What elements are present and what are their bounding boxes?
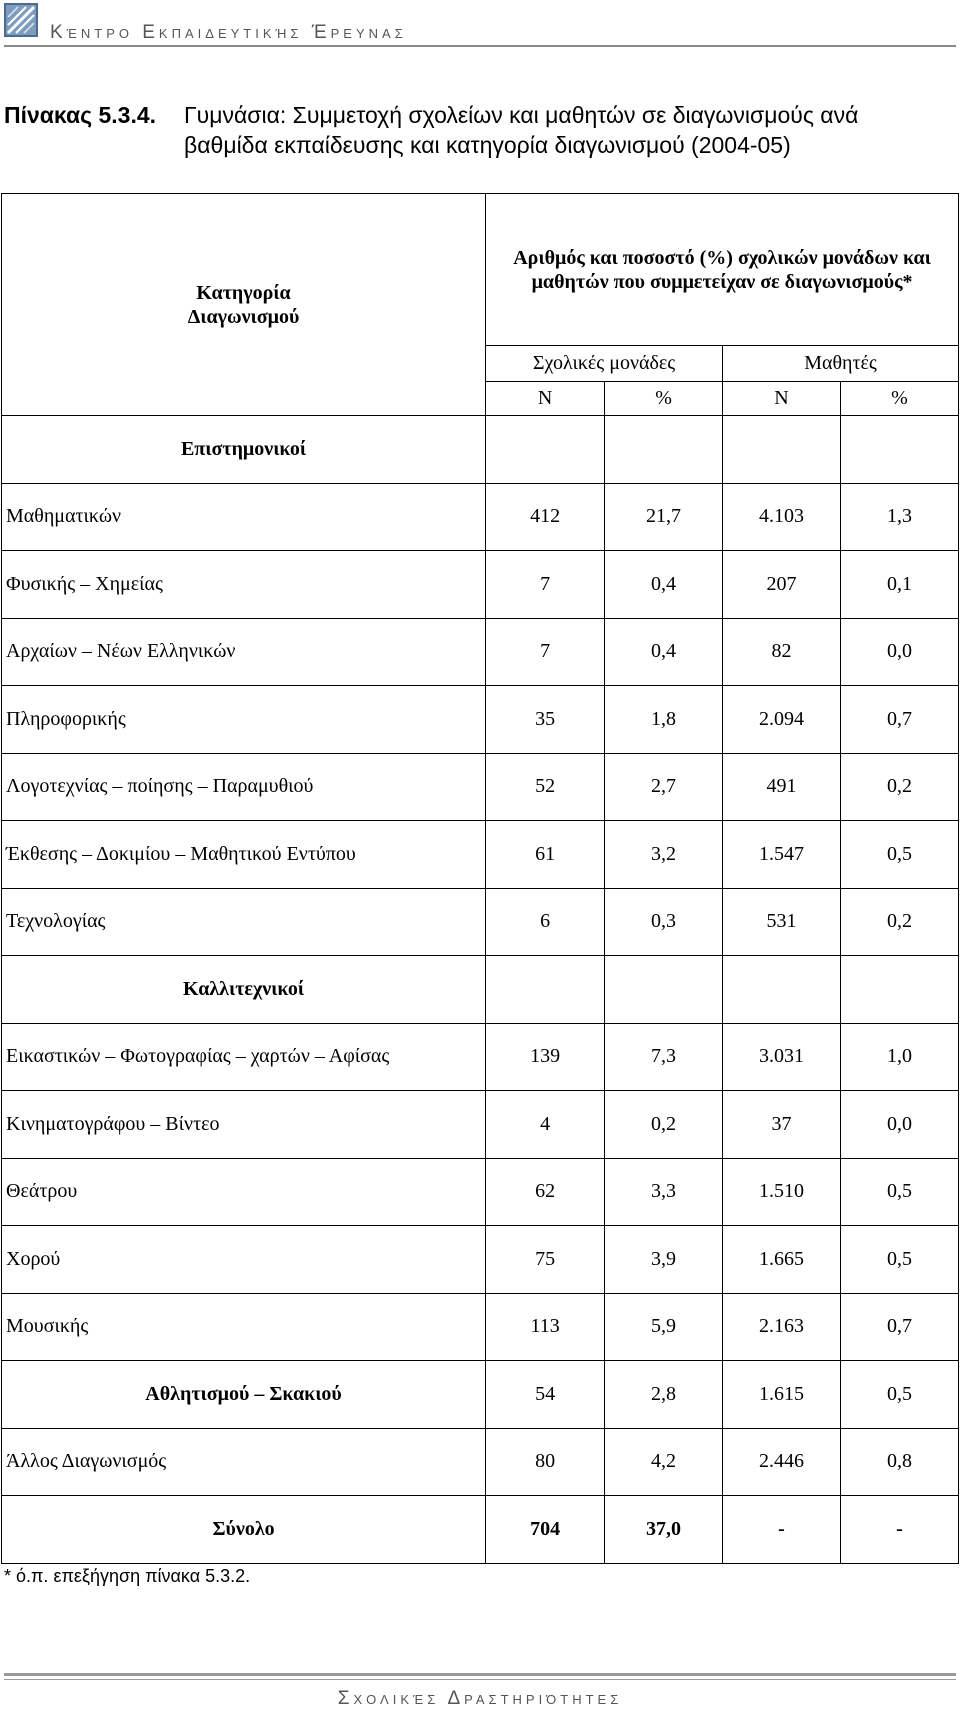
row-value: 1.510 [723, 1158, 841, 1226]
row-value: 7 [486, 551, 605, 619]
row-value: 0,5 [841, 821, 959, 889]
row-value: - [841, 1496, 959, 1564]
header-divider [4, 45, 956, 47]
category-header: Κατηγορία Διαγωνισμού [187, 281, 300, 328]
row-value: 62 [486, 1158, 605, 1226]
table-row [2, 1226, 959, 1294]
table-row [2, 1023, 959, 1091]
group-header: Αριθμός και ποσοστό (%) σχολικών μονάδων και μαθητών που συμμετείχαν σε διαγωνισμούς* [513, 246, 931, 293]
row-value: 704 [486, 1496, 605, 1564]
category-header-cell [2, 194, 486, 416]
schools-subheader: Σχολικές μονάδες [486, 346, 723, 382]
row-label: Άλλος Διαγωνισμός [2, 1428, 486, 1496]
row-label: Λογοτεχνίας – ποίησης – Παραμυθιού [2, 753, 486, 821]
row-value: 0,2 [841, 888, 959, 956]
group-header-cell [486, 194, 959, 346]
row-label: Έκθεσης – Δοκιμίου – Μαθητικού Εντύπου [2, 821, 486, 889]
row-value: 52 [486, 753, 605, 821]
row-value: 0,8 [841, 1428, 959, 1496]
row-label: Μουσικής [2, 1293, 486, 1361]
col-header-schools-pct: % [605, 382, 723, 416]
row-label: Χορού [2, 1226, 486, 1294]
table-row [2, 753, 959, 821]
section-scientific-row [2, 416, 959, 484]
row-value: 21,7 [605, 483, 723, 551]
row-value: 531 [723, 888, 841, 956]
row-value: 7 [486, 618, 605, 686]
empty-cell [486, 416, 605, 484]
row-label: Σύνολο [2, 1496, 486, 1564]
col-header-students-n: N [723, 382, 841, 416]
row-value: 1.665 [723, 1226, 841, 1294]
row-value: 0,7 [841, 686, 959, 754]
row-value: 139 [486, 1023, 605, 1091]
row-value: 2,7 [605, 753, 723, 821]
row-value: 1,8 [605, 686, 723, 754]
row-value: 0,5 [841, 1226, 959, 1294]
row-value: 1.547 [723, 821, 841, 889]
row-label: Κινηματογράφου – Βίντεο [2, 1091, 486, 1159]
empty-cell [841, 416, 959, 484]
row-value: 2.446 [723, 1428, 841, 1496]
row-label: Τεχνολογίας [2, 888, 486, 956]
row-value: 0,4 [605, 551, 723, 619]
table-row [2, 1293, 959, 1361]
table-row [2, 1091, 959, 1159]
col-header-students-pct: % [841, 382, 959, 416]
table-row [2, 1361, 959, 1429]
table-row [2, 618, 959, 686]
row-value: 1,3 [841, 483, 959, 551]
row-value: 1,0 [841, 1023, 959, 1091]
row-value: 82 [723, 618, 841, 686]
row-value: 3,9 [605, 1226, 723, 1294]
empty-cell [605, 416, 723, 484]
row-value: 3,2 [605, 821, 723, 889]
row-value: 1.615 [723, 1361, 841, 1429]
row-label: Φυσικής – Χημείας [2, 551, 486, 619]
row-value: 54 [486, 1361, 605, 1429]
footer-divider [4, 1673, 956, 1676]
kee-logo-icon [4, 3, 38, 37]
row-value: 491 [723, 753, 841, 821]
table-row [2, 483, 959, 551]
section-scientific-title: Επιστημονικοί [2, 416, 486, 484]
empty-cell [723, 416, 841, 484]
footnote: * ό.π. επεξήγηση πίνακα 5.3.2. [4, 1566, 251, 1586]
empty-cell [605, 956, 723, 1024]
row-value: 35 [486, 686, 605, 754]
row-value: 3.031 [723, 1023, 841, 1091]
empty-cell [841, 956, 959, 1024]
row-value: 37,0 [605, 1496, 723, 1564]
row-value: 0,2 [605, 1091, 723, 1159]
table-row [2, 888, 959, 956]
students-subheader: Μαθητές [723, 346, 959, 382]
row-value: 0,5 [841, 1158, 959, 1226]
table-row [2, 686, 959, 754]
table-row [2, 551, 959, 619]
table-title: Γυμνάσια: Συμμετοχή σχολείων και μαθητών σε διαγωνισμούς ανά βαθμίδα εκπαίδευσης και κατηγορία διαγωνισμού (2004-05) [184, 102, 859, 158]
table-row [2, 1158, 959, 1226]
row-value: 0,1 [841, 551, 959, 619]
row-value: 113 [486, 1293, 605, 1361]
row-value: 4 [486, 1091, 605, 1159]
row-value: 4,2 [605, 1428, 723, 1496]
row-label: Αρχαίων – Νέων Ελληνικών [2, 618, 486, 686]
row-value: 80 [486, 1428, 605, 1496]
row-label: Πληροφορικής [2, 686, 486, 754]
row-value: 412 [486, 483, 605, 551]
row-value: 0,0 [841, 1091, 959, 1159]
row-value: - [723, 1496, 841, 1564]
row-value: 37 [723, 1091, 841, 1159]
row-value: 0,2 [841, 753, 959, 821]
row-value: 0,5 [841, 1361, 959, 1429]
footer-title: Σχολικές Δραστηριότητες [337, 1688, 623, 1709]
table-row [2, 821, 959, 889]
row-label: Θεάτρου [2, 1158, 486, 1226]
col-header-schools-n: N [486, 382, 605, 416]
empty-cell [486, 956, 605, 1024]
row-value: 4.103 [723, 483, 841, 551]
row-value: 7,3 [605, 1023, 723, 1091]
row-value: 3,3 [605, 1158, 723, 1226]
footer-divider-thin [4, 1679, 956, 1680]
row-value: 0,0 [841, 618, 959, 686]
table-row [2, 1428, 959, 1496]
section-artistic-title: Καλλιτεχνικοί [2, 956, 486, 1024]
row-value: 0,4 [605, 618, 723, 686]
row-value: 2.163 [723, 1293, 841, 1361]
row-value: 5,9 [605, 1293, 723, 1361]
page-header [4, 3, 956, 47]
competitions-table [1, 193, 959, 1564]
table-number: Πίνακας 5.3.4. [4, 102, 157, 128]
row-value: 6 [486, 888, 605, 956]
row-value: 2,8 [605, 1361, 723, 1429]
row-label: Αθλητισμού – Σκακιού [2, 1361, 486, 1429]
row-label: Εικαστικών – Φωτογραφίας – χαρτών – Αφίσας [2, 1023, 486, 1091]
row-label: Μαθηματικών [2, 483, 486, 551]
section-artistic-row [2, 956, 959, 1024]
row-value: 2.094 [723, 686, 841, 754]
row-value: 0,3 [605, 888, 723, 956]
row-value: 75 [486, 1226, 605, 1294]
table-row [2, 1496, 959, 1564]
empty-cell [723, 956, 841, 1024]
row-value: 207 [723, 551, 841, 619]
row-value: 0,7 [841, 1293, 959, 1361]
header-title: Κέντρο Εκπαιδευτικής Έρευνας [50, 22, 407, 43]
row-value: 61 [486, 821, 605, 889]
